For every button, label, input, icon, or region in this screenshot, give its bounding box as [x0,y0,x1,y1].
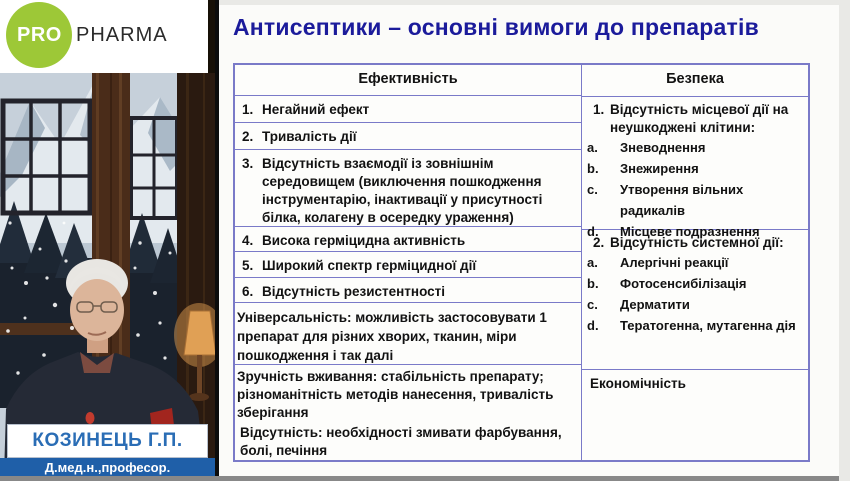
safety-local-cell [582,97,808,239]
slide-title: Антисептики – основні вимоги до препаратів [233,14,759,40]
effectiveness-row-3 [235,150,581,227]
item-letter: d. [587,318,599,333]
convenience-paragraph-2: Відсутність: необхідності змивати фарбування, болі, печіння [240,424,562,458]
item-text: Дерматити [620,297,690,312]
column-effectiveness [235,65,582,460]
effectiveness-row-5 [235,252,581,278]
panel-divider [215,0,219,476]
presenter-name-plate [7,424,208,458]
effectiveness-row-6 [235,278,581,303]
item-letter: a. [587,255,598,270]
logo-edge-shadow [208,0,215,73]
row-number: 3. [242,156,254,172]
row-text: Висока герміцидна активність [262,233,466,249]
list-item [584,252,806,273]
item-text: Знежирення [620,161,699,176]
item-text: Зневоднення [620,140,706,155]
economy-cell: Економічність [590,376,686,391]
slide-panel [219,0,850,476]
safety-local-heading [584,101,806,137]
universality-cell: Універсальність: можливість застосовувати 1 препарат для різних хворих, тканин, міри пошкодження і так далі [235,303,581,365]
row-text: Відсутність системної дії: [610,235,784,250]
item-letter: d. [587,224,599,239]
list-item [584,158,806,179]
item-letter: a. [587,140,598,155]
safety-systemic-cell [582,230,808,370]
item-text: Утворення вільних радикалів [620,182,744,218]
row-text: Відсутність місцевої дії на неушкоджені клітини: [610,102,789,135]
row-text: Відсутність взаємодії із зовнішнім середовищем (виключення пошкодження інструментарію, інактивації у присутності білка, колагену в осередку ураження) [262,156,543,226]
list-item [584,273,806,294]
row-number: 5. [242,257,254,273]
presenter-role-bar [0,458,215,476]
convenience-paragraph-1: Зручність вживання: стабільність препарату; різноманітність методів нанесення, тривалість зберігання [237,368,554,420]
effectiveness-row-2 [235,123,581,150]
list-item [584,137,806,158]
row-text: Негайний ефект [262,102,370,118]
row-number: 6. [242,283,254,299]
item-text: Фотосенсибілізація [620,276,747,291]
logo-pro-text: PRO [17,24,62,46]
header-effectiveness: Ефективність [235,65,581,96]
row-number: 2. [593,235,605,250]
list-item [584,294,806,315]
presenter-role: Д.мед.н.,професор. [44,459,171,475]
slide-edge-strip [839,5,850,481]
item-text: Тератогенна, мутагенна дія [620,318,796,333]
effectiveness-row-4 [235,227,581,251]
item-text: Місцеве подразнення [620,224,760,239]
row-number: 2. [242,129,254,145]
convenience-cell [235,365,581,460]
item-letter: b. [587,276,599,291]
item-text: Алергічні реакції [620,255,729,270]
row-text: Відсутність резистентності [262,283,446,299]
item-letter: c. [587,182,598,197]
item-letter: c. [587,297,598,312]
logo-pharma-text: PHARMA [76,24,168,46]
item-letter: b. [587,161,599,176]
row-text: Тривалість дії [262,129,357,145]
safety-systemic-heading [584,234,806,252]
row-number: 1. [593,102,605,117]
row-number: 1. [242,102,254,118]
column-safety [582,65,808,460]
effectiveness-row-1 [235,96,581,123]
presenter-name: КОЗИНЕЦЬ Г.П. [32,430,183,451]
webcam-scene [0,73,215,476]
row-number: 4. [242,233,254,249]
winter-cabin-scene [0,73,215,476]
list-item [584,315,806,336]
list-item [584,179,806,221]
presenter-webcam-panel [0,0,215,476]
requirements-table [233,63,810,462]
row-text: Широкий спектр герміцидної дії [262,257,477,273]
propharma-logo [0,0,215,73]
header-safety: Безпека [582,65,808,97]
